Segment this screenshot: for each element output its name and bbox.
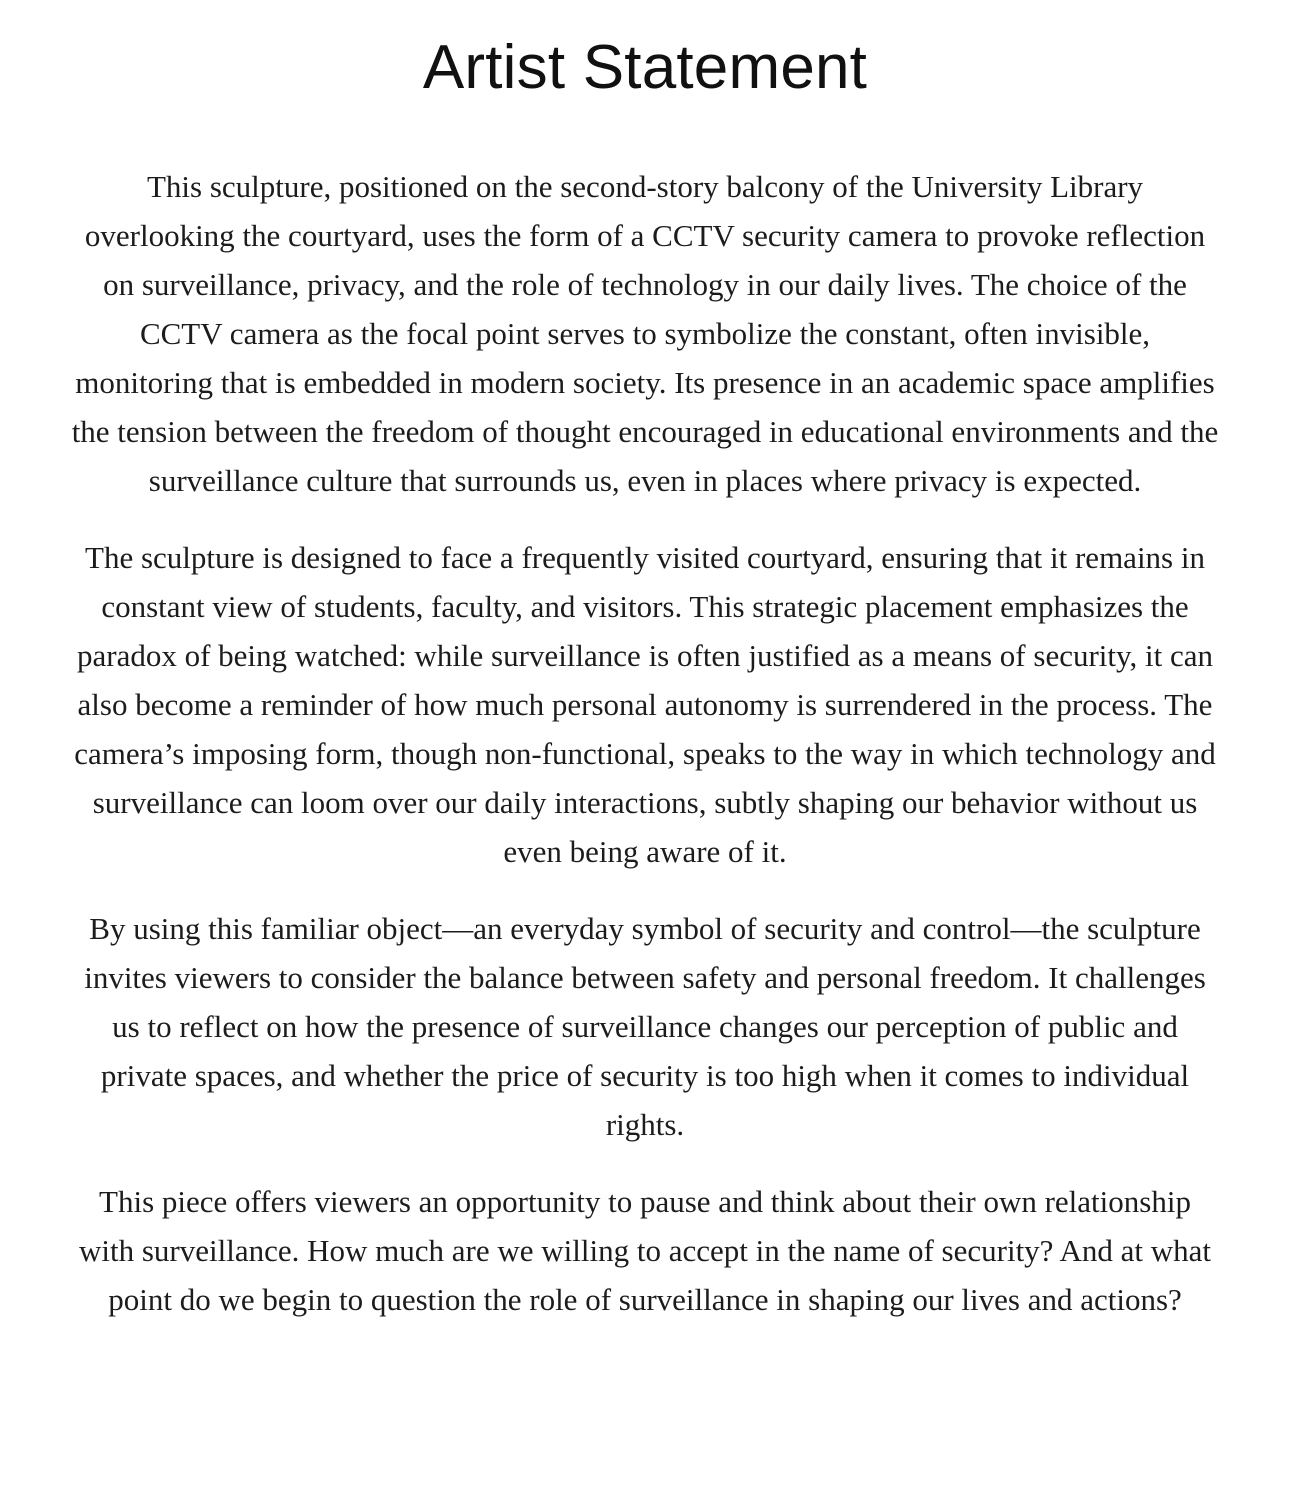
page-title: Artist Statement	[422, 33, 868, 102]
paragraph-3: By using this familiar object—an everyday symbol of security and control—the sculpture invites viewers to consider the balance between safety and personal freedom. It challenges us to reflect on how the presence of surveillance changes our perception of public and private spaces, and whether the price of security is too high when it comes to individual rights.	[84, 911, 1206, 1142]
paragraph-4: This piece offers viewers an opportunity to pause and think about their own relationship with surveillance. How much are we willing to accept in the name of security? And at what point do we begin to question the role of surveillance in shaping our lives and actions?	[79, 1184, 1211, 1317]
statement-body	[70, 162, 1220, 1324]
paragraph-2: The sculpture is designed to face a frequently visited courtyard, ensuring that it remains in constant view of students, faculty, and visitors. This strategic placement emphasizes the paradox of being watched: while surveillance is often justified as a means of security, it can also become a reminder of how much personal autonomy is surrendered in the process. The camera’s imposing form, though non-functional, speaks to the way in which technology and surveillance can loom over our daily interactions, subtly shaping our behavior without us even being aware of it.	[74, 540, 1216, 869]
paragraph-1: This sculpture, positioned on the second-story balcony of the University Library overlooking the courtyard, uses the form of a CCTV security camera to provoke reflection on surveillance, privacy, and the role of technology in our daily lives. The choice of the CCTV camera as the focal point serves to symbolize the constant, often invisible, monitoring that is embedded in modern society. Its presence in an academic space amplifies the tension between the freedom of thought encouraged in educational environments and the surveillance culture that surrounds us, even in places where privacy is expected.	[71, 169, 1219, 498]
